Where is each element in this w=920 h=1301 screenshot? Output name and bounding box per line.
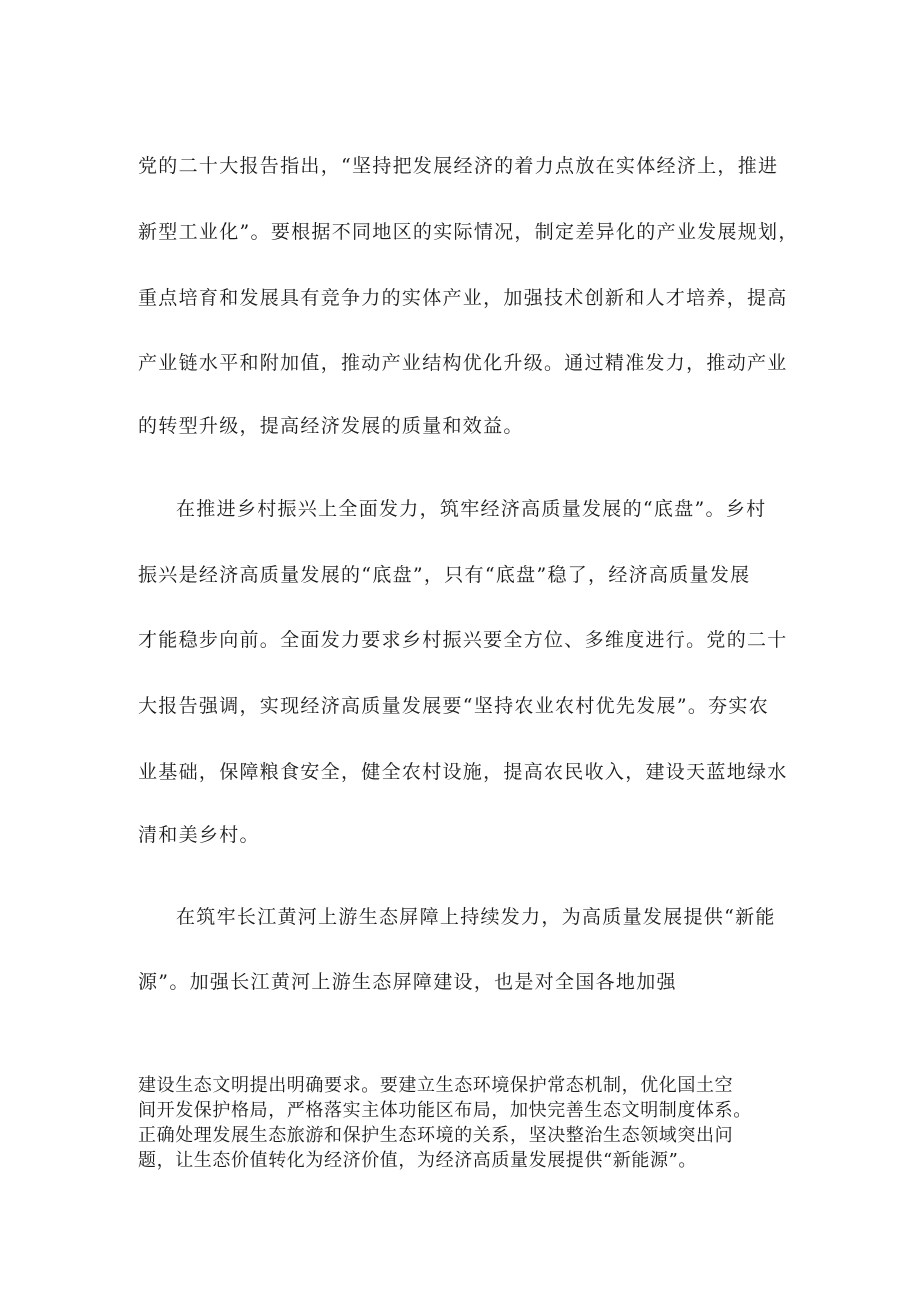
paragraph-2-line: 在推进乡村振兴上全面发力，筑牢经济高质量发展的“底盘”。乡村	[176, 498, 767, 520]
paragraph-4	[138, 1073, 752, 1173]
paragraph-2-line: 清和美乡村。	[138, 824, 260, 846]
paragraph-1-line: 的转型升级，提高经济发展的质量和效益。	[138, 415, 524, 437]
paragraph-4-line: 正确处理发展生态旅游和保护生态环境的关系，坚决整治生态领域突出问	[138, 1125, 734, 1146]
paragraph-2-line: 大报告强调，实现经济高质量发展要“坚持农业农村优先发展”。夯实农	[138, 695, 770, 717]
paragraph-1-line: 重点培育和发展具有竞争力的实体产业，加强技术创新和人才培养，提高	[138, 287, 788, 309]
paragraph-4-line: 题，让生态价值转化为经济价值，为经济高质量发展提供“新能源”。	[138, 1150, 698, 1171]
paragraph-1-line: 产业链水平和附加值，推动产业结构优化升级。通过精准发力，推动产业	[138, 352, 788, 374]
paragraph-3-line: 源”。加强长江黄河上游生态屏障建设，也是对全国各地加强	[138, 971, 677, 993]
paragraph-2-line: 才能稳步向前。全面发力要求乡村振兴要全方位、多维度进行。党的二十	[138, 629, 788, 651]
paragraph-2-line: 振兴是经济高质量发展的“底盘”，只有“底盘”稳了，经济高质量发展	[138, 564, 751, 586]
paragraph-4-line: 建设生态文明提出明确要求。要建立生态环境保护常态机制，优化国土空	[138, 1075, 734, 1096]
paragraph-1-line: 新型工业化”。要根据不同地区的实际情况，制定差异化的产业发展规划，	[138, 221, 799, 243]
paragraph-3-line: 在筑牢长江黄河上游生态屏障上持续发力，为高质量发展提供“新能	[176, 906, 776, 928]
paragraph-1-line: 党的二十大报告指出，“坚持把发展经济的着力点放在实体经济上，推进	[138, 155, 779, 177]
paragraph-2-line: 业基础，保障粮食安全，健全农村设施，提高农民收入，建设天蓝地绿水	[138, 761, 788, 783]
paragraph-4-line: 间开发保护格局，严格落实主体功能区布局，加快完善生态文明制度体系。	[138, 1100, 752, 1121]
